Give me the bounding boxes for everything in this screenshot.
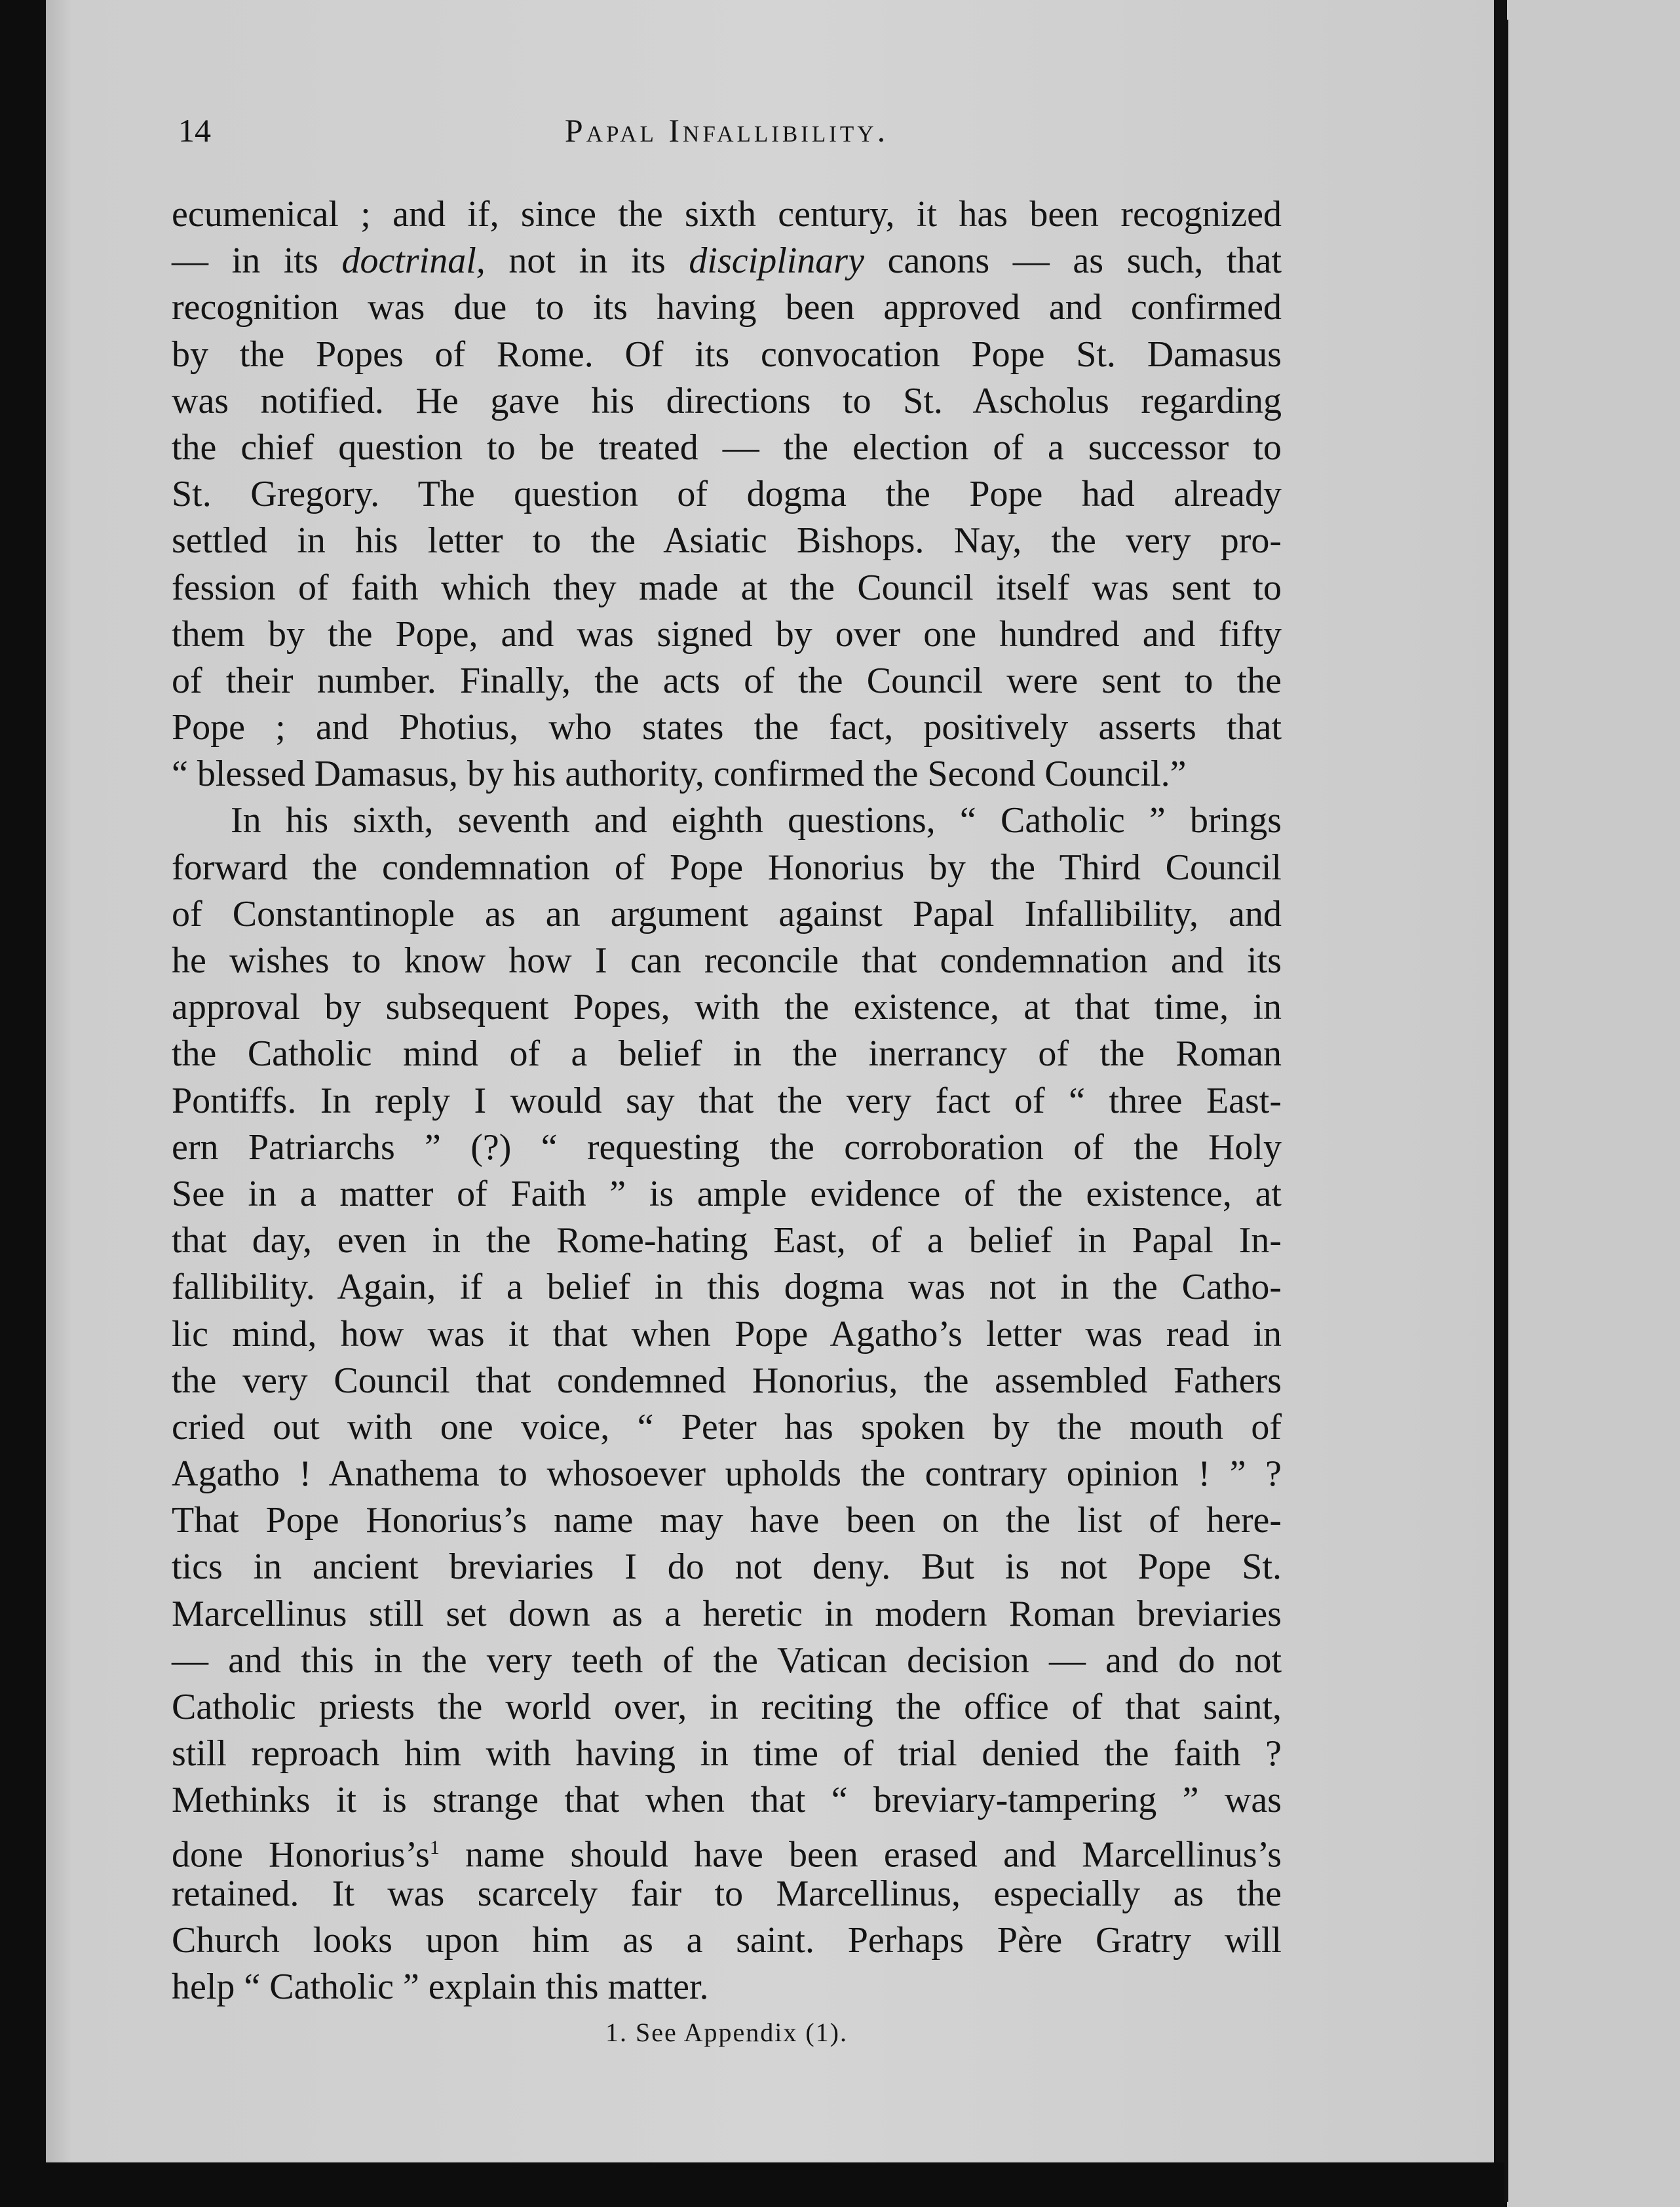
text-line: Agatho ! Anathema to whosoever upholds the contrary opinion ! ” ? [172, 1453, 1282, 1495]
text-line: settled in his letter to the Asiatic Bishops. Nay, the very pro- [172, 520, 1282, 562]
text-line: That Pope Honorius’s name may have been on the list of here- [172, 1500, 1282, 1541]
text-line: St. Gregory. The question of dogma the Pope had already [172, 474, 1282, 515]
body-text [172, 191, 1282, 2010]
text-line: was notified. He gave his directions to St. Ascholus regarding [172, 380, 1282, 421]
text-line: retained. It was scarcely fair to Marcellinus, especially as the [172, 1873, 1282, 1914]
footnote: 1. See Appendix (1). [605, 2018, 848, 2047]
text-line: In his sixth, seventh and eighth questions, “ Catholic ” brings [231, 800, 1282, 841]
text-line: See in a matter of Faith ” is ample evidence of the existence, at [172, 1173, 1282, 1214]
text-line: the Catholic mind of a belief in the inerrancy of the Roman [172, 1033, 1282, 1075]
text-line: “ blessed Damasus, by his authority, confirmed the Second Council.” [172, 754, 1187, 795]
text-line: by the Popes of Rome. Of its convocation Pope St. Damasus [172, 334, 1282, 375]
adjacent-page-strip [1507, 0, 1680, 2207]
text-line: that day, even in the Rome-hating East, of a belief in Papal In- [172, 1220, 1282, 1261]
text-line: fession of faith which they made at the Council itself was sent to [172, 567, 1282, 608]
text-line: them by the Pope, and was signed by over one hundred and fifty [172, 613, 1282, 655]
text-line: the very Council that condemned Honorius, the assembled Fathers [172, 1360, 1282, 1401]
text-line: Marcellinus still set down as a heretic in modern Roman breviaries [172, 1593, 1282, 1634]
text-line: fallibility. Again, if a belief in this dogma was not in the Catho- [172, 1267, 1282, 1308]
text-line: still reproach him with having in time of trial denied the faith ? [172, 1733, 1282, 1775]
text-line: Methinks it is strange that when that “ breviary-tampering ” was [172, 1780, 1282, 1821]
text-line: done $Honorius’s^1$ name should have been erased and Marcellinus’s [172, 1834, 1282, 1875]
page-number: 14 [178, 112, 211, 149]
text-line: Pontiffs. In reply I would say that the very fact of “ three East- [172, 1080, 1282, 1121]
text-line: the chief question to be treated — the election of a successor to [172, 427, 1282, 468]
text-line: cried out with one voice, “ Peter has spoken by the mouth of [172, 1406, 1282, 1448]
text-line: of their number. Finally, the acts of the Council were sent to the [172, 660, 1282, 701]
text-line: Church looks upon him as a saint. Perhaps Père Gratry will [172, 1919, 1282, 1961]
running-title: Papal Infallibility. [564, 112, 889, 149]
text-line: — and this in the very teeth of the Vatican decision — and do not [172, 1640, 1282, 1681]
text-line: Catholic priests the world over, in reciting the office of that saint, [172, 1687, 1282, 1727]
text-line: of Constantinople as an argument against Papal Infallibility, and [172, 893, 1282, 934]
text-line: he wishes to know how I can reconcile that condemnation and its [172, 940, 1282, 981]
text-line: ecumenical ; and if, since the sixth century, it has been recognized [172, 194, 1282, 235]
text-line: recognition was due to its having been approved and confirmed [172, 287, 1282, 328]
text-line: help “ Catholic ” explain this matter. [172, 1967, 709, 2008]
text-line: approval by subsequent Popes, with the existence, at that time, in [172, 987, 1282, 1028]
binding-thread [1504, 20, 1508, 2202]
text-line: — in its doctrinal, not in its disciplinary canons — as such, that [172, 240, 1282, 282]
text-line: lic mind, how was it that when Pope Agatho’s letter was read in [172, 1313, 1282, 1354]
text-line: forward the condemnation of Pope Honorius by the Third Council [172, 847, 1282, 888]
page-header [172, 111, 1282, 164]
text-line: tics in ancient breviaries I do not deny. But is not Pope St. [172, 1546, 1282, 1588]
text-line: Pope ; and Photius, who states the fact, positively asserts that [172, 707, 1282, 748]
text-line: ern Patriarchs ” (?) “ requesting the corroboration of the Holy [172, 1126, 1282, 1168]
